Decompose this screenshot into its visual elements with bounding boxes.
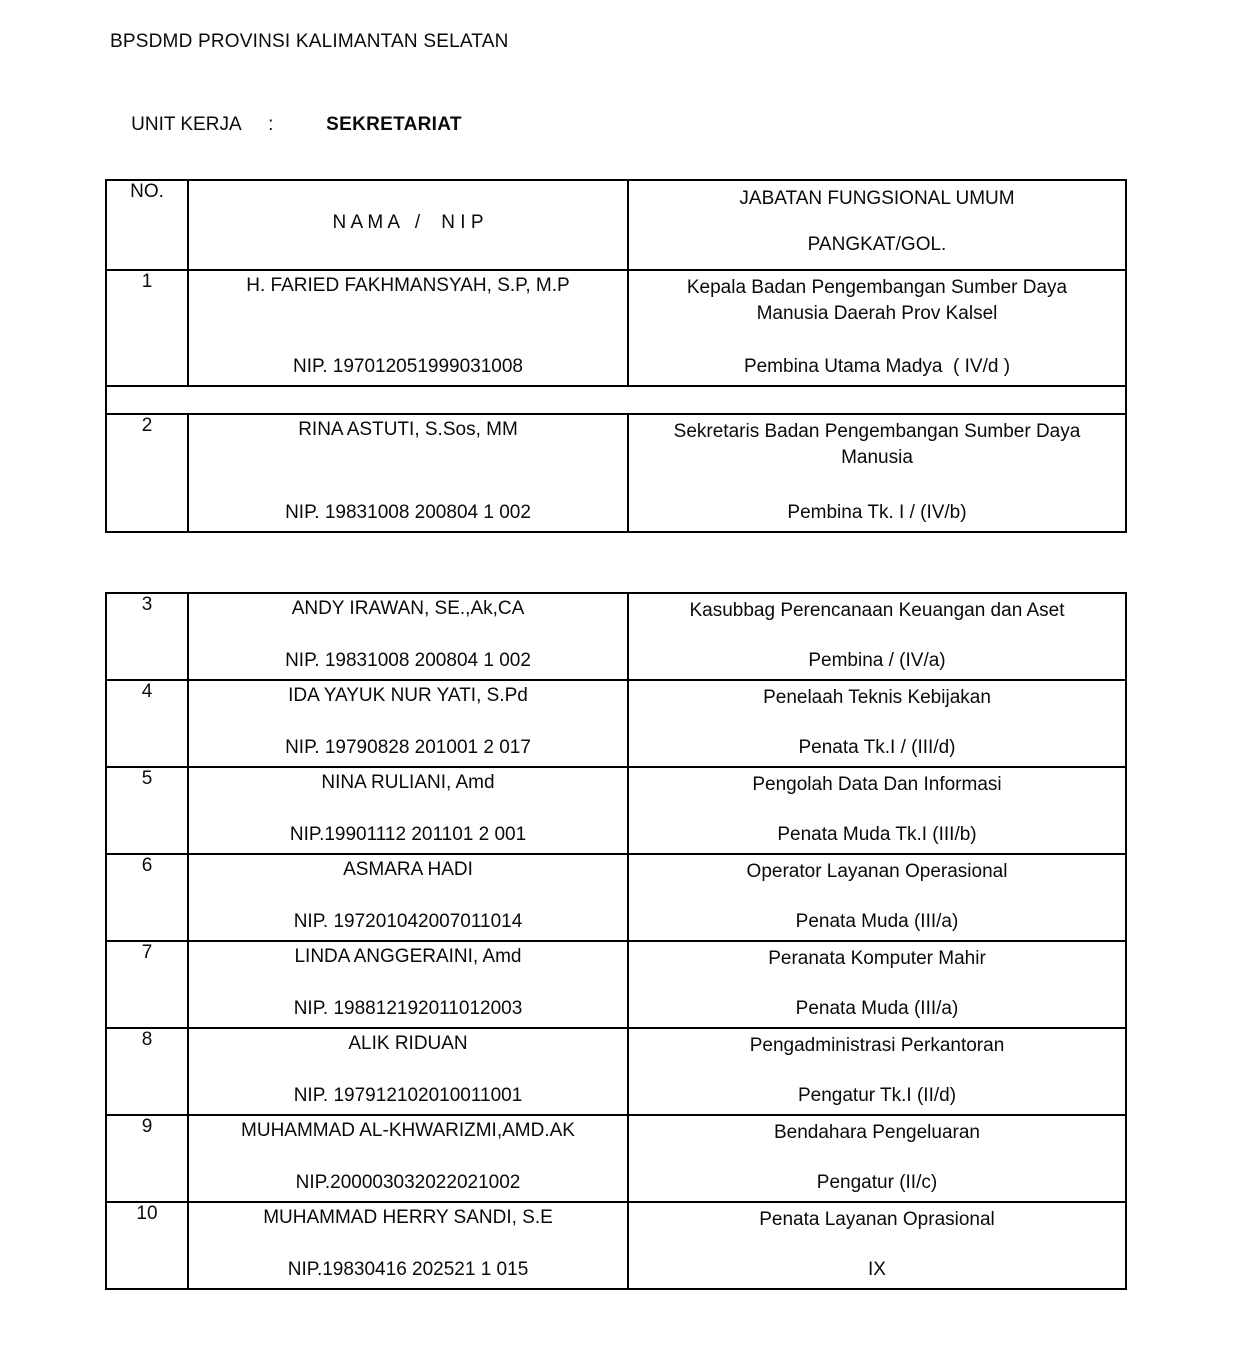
position-title: Kasubbag Perencanaan Keuangan dan Aset [689, 600, 1065, 621]
unit-kerja-value: SEKRETARIAT [326, 114, 462, 135]
position-cell [628, 270, 1126, 386]
org-title: BPSDMD PROVINSI KALIMANTAN SELATAN [110, 31, 509, 52]
position-cell [628, 941, 1126, 1028]
row-number: 10 [106, 1202, 188, 1289]
unit-kerja-label: UNIT KERJA [131, 114, 242, 135]
position-title: Penelaah Teknis Kebijakan [763, 687, 991, 708]
col-header-jabatan-label: JABATAN FUNGSIONAL UMUM [739, 188, 1015, 209]
position-title: Pengadministrasi Perkantoran [749, 1035, 1005, 1056]
row-number: 3 [106, 593, 188, 680]
spacer-row [106, 386, 1126, 414]
row-number: 5 [106, 767, 188, 854]
person-name: ASMARA HADI [343, 859, 473, 880]
row-number: 8 [106, 1028, 188, 1115]
table-row [106, 1115, 1126, 1202]
person-name: LINDA ANGGERAINI, Amd [294, 946, 522, 967]
person-nip: NIP. 19831008 200804 1 002 [285, 502, 531, 523]
rank-grade: Pembina Utama Madya ( IV/d ) [743, 356, 1011, 377]
col-header-pangkat-label: PANGKAT/GOL. [807, 234, 947, 255]
unit-kerja-line [110, 92, 462, 158]
name-nip-cell [188, 854, 628, 941]
position-title: Penata Layanan Oprasional [759, 1209, 995, 1230]
table-row [106, 593, 1126, 680]
name-nip-cell [188, 941, 628, 1028]
person-nip: NIP. 19831008 200804 1 002 [285, 650, 531, 671]
rank-grade: Penata Tk.I / (III/d) [798, 737, 956, 758]
col-header-nama [188, 180, 628, 270]
table-row [106, 1202, 1126, 1289]
person-nip: NIP.19901112 201101 2 001 [289, 824, 527, 845]
person-nip: NIP. 197912102010011001 [293, 1085, 523, 1106]
position-cell [628, 1202, 1126, 1289]
unit-kerja-colon: : [268, 114, 274, 135]
person-name: MUHAMMAD HERRY SANDI, S.E [263, 1207, 553, 1228]
name-nip-cell [188, 1202, 628, 1289]
row-number: 4 [106, 680, 188, 767]
name-nip-cell [188, 1115, 628, 1202]
col-header-jabatan [628, 180, 1126, 270]
person-name: ANDY IRAWAN, SE.,Ak,CA [291, 598, 525, 619]
name-nip-cell [188, 270, 628, 386]
position-cell [628, 854, 1126, 941]
name-nip-cell [188, 680, 628, 767]
rank-grade: Penata Muda (III/a) [795, 911, 959, 932]
table-row [106, 270, 1126, 386]
col-header-no: NO. [106, 180, 188, 270]
position-title: Pengolah Data Dan Informasi [752, 774, 1002, 795]
rank-grade: Penata Muda Tk.I (III/b) [777, 824, 977, 845]
position-title: Sekretaris Badan Pengembangan Sumber Daya Manusia [673, 421, 1081, 468]
position-cell [628, 1115, 1126, 1202]
person-nip: NIP. 19790828 201001 2 017 [285, 737, 531, 758]
rank-grade: Pengatur (II/c) [816, 1172, 938, 1193]
person-nip: NIP.19830416 202521 1 015 [287, 1259, 529, 1280]
position-cell [628, 593, 1126, 680]
position-cell [628, 1028, 1126, 1115]
name-nip-cell [188, 1028, 628, 1115]
table-header-row [106, 180, 1126, 270]
person-name: NINA RULIANI, Amd [321, 772, 495, 793]
rank-grade: IX [868, 1259, 886, 1280]
position-cell [628, 414, 1126, 532]
personnel-table-bottom [105, 592, 1127, 1290]
person-name: H. FARIED FAKHMANSYAH, S.P, M.P [246, 275, 570, 296]
row-number: 9 [106, 1115, 188, 1202]
rank-grade: Pembina Tk. I / (IV/b) [787, 502, 967, 523]
person-name: MUHAMMAD AL-KHWARIZMI,AMD.AK [241, 1120, 575, 1141]
person-name: ALIK RIDUAN [348, 1033, 468, 1054]
personnel-table-top [105, 179, 1127, 533]
rank-grade: Pembina / (IV/a) [808, 650, 946, 671]
person-nip: NIP. 197201042007011014 [293, 911, 523, 932]
rank-grade: Penata Muda (III/a) [795, 998, 959, 1019]
table-row [106, 767, 1126, 854]
person-nip: NIP. 197012051999031008 [293, 356, 523, 377]
person-nip: NIP.200003032022021002 [295, 1172, 521, 1193]
position-cell [628, 767, 1126, 854]
name-nip-cell [188, 414, 628, 532]
position-title: Operator Layanan Operasional [746, 861, 1008, 882]
name-nip-cell [188, 767, 628, 854]
person-name: IDA YAYUK NUR YATI, S.Pd [288, 685, 528, 706]
row-number: 1 [106, 270, 188, 386]
rank-grade: Pengatur Tk.I (II/d) [797, 1085, 957, 1106]
spacer-cell [106, 386, 1126, 414]
table-row [106, 680, 1126, 767]
person-nip: NIP. 198812192011012003 [293, 998, 523, 1019]
table-row [106, 414, 1126, 532]
row-number: 6 [106, 854, 188, 941]
position-cell [628, 680, 1126, 767]
name-nip-cell [188, 593, 628, 680]
col-header-nama-label: N A M A / N I P [332, 212, 484, 233]
position-title: Peranata Komputer Mahir [768, 948, 986, 969]
row-number: 2 [106, 414, 188, 532]
person-name: RINA ASTUTI, S.Sos, MM [298, 419, 518, 440]
table-row [106, 941, 1126, 1028]
row-number: 7 [106, 941, 188, 1028]
table-row [106, 1028, 1126, 1115]
position-title: Bendahara Pengeluaran [773, 1122, 980, 1143]
table-row [106, 854, 1126, 941]
position-title: Kepala Badan Pengembangan Sumber Daya Manusia Daerah Prov Kalsel [686, 277, 1068, 324]
